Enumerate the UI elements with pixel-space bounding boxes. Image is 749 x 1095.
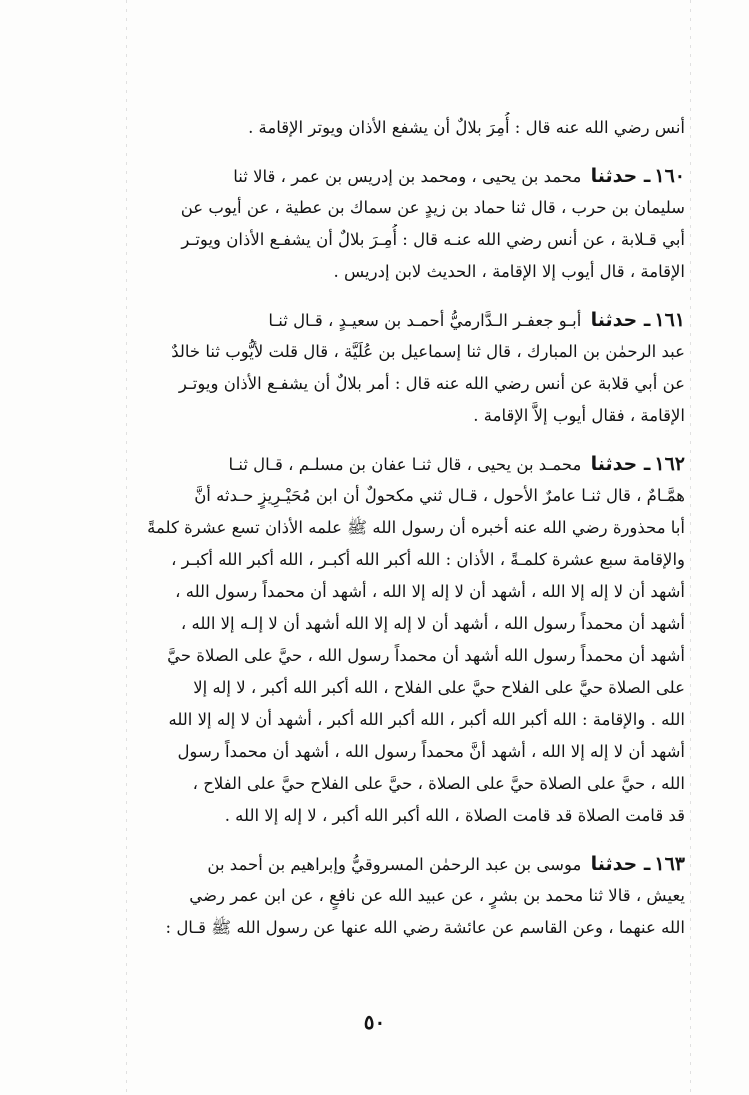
text-line: أشهد أن محمداً رسول الله أشهد أن محمداً رسول الله ، حيَّ على الصلاة حيَّ — [167, 646, 685, 665]
text-line: أبـو جعفـر الـدَّارميُّ أحمـد بن سعيـدٍ ، قـال ثنـا — [268, 311, 582, 330]
hadith-163 — [140, 848, 685, 944]
text-line: أبي قـلابة ، عن أنس رضي الله عنـه قال : أُمِـرَ بلالٌ أن يشفـع الأذان ويوتـر — [181, 230, 685, 249]
hadith-162 — [140, 448, 685, 832]
text-line: الله . والإقامة : الله أكبر الله أكبر ، الله أكبر الله أكبر ، أشهد أن لا إله إلا الله — [168, 710, 685, 729]
hadith-number: ١٦٣ — [654, 853, 685, 875]
text-line: أشهد أن لا إله إلا الله ، أشهد أنَّ محمداً رسول الله ، أشهد أن محمداً رسول — [177, 742, 685, 761]
text-line: على الصلاة حيَّ على الفلاح حيَّ على الفلاح ، الله أكبر الله أكبر ، لا إله إلا — [193, 678, 685, 697]
text-line: يعيش ، قالا ثنا محمد بن بشرٍ ، عن عبيد الله عن نافعٍ ، عن ابن عمر رضي — [189, 886, 685, 905]
hadith-first-line — [140, 448, 685, 480]
text-line: الله عنهما ، وعن القاسم عن عائشة رضي الله عنها عن رسول الله ﷺ قـال : — [165, 918, 685, 937]
text-line: همَّـامٌ ، قال ثنـا عامرٌ الأحول ، قـال ثني مكحولٌ أن ابن مُحَيْـرِيزٍ حـدثه أنَّ — [194, 486, 685, 505]
hadith-first-line — [140, 848, 685, 880]
scan-fold-line-right — [690, 0, 691, 1095]
haddathana-keyword: ـ حدثنا — [590, 165, 651, 187]
text-line: أشهد أن محمداً رسول الله ، أشهد أن لا إله إلا الله أشهد أن لا إلـه إلا الله ، — [180, 614, 685, 633]
hadith-161 — [140, 304, 685, 432]
haddathana-keyword: ـ حدثنا — [590, 309, 651, 331]
text-line: أنس رضي الله عنه قال : أُمِرَ بلالٌ أن يشفع الأذان ويوتر الإقامة . — [248, 118, 685, 137]
hadith-first-line — [140, 304, 685, 336]
intro-paragraph — [140, 112, 685, 144]
text-line: محمد بن يحيى ، ومحمد بن إدريس بن عمر ، قالا ثنا — [233, 167, 582, 186]
text-line: قد قامت الصلاة قد قامت الصلاة ، الله أكبر الله أكبر ، لا إله إلا الله . — [224, 806, 685, 825]
hadith-number: ١٦٠ — [654, 165, 685, 187]
text-line: سليمان بن حرب ، قال ثنا حماد بن زيدٍ عن سماك بن عطية ، عن أيوب عن — [180, 198, 685, 217]
text-line: أشهد أن لا إله إلا الله ، أشهد أن لا إله إلا الله ، أشهد أن محمداً رسول الله ، — [175, 582, 685, 601]
page-text — [140, 112, 685, 960]
hadith-number: ١٦١ — [654, 309, 685, 331]
hadith-number: ١٦٢ — [654, 453, 685, 475]
page-number: ٥٠ — [363, 1010, 386, 1034]
text-line: موسى بن عبد الرحمٰن المسروقيُّ وإبراهيم بن أحمد بن — [207, 855, 582, 874]
haddathana-keyword: ـ حدثنا — [590, 853, 651, 875]
hadith-first-line — [140, 160, 685, 192]
haddathana-keyword: ـ حدثنا — [590, 453, 651, 475]
text-line: الله ، حيَّ على الصلاة حيَّ على الصلاة ، حيَّ على الفلاح حيَّ على الفلاح ، — [192, 774, 685, 793]
text-line: محمـد بن يحيى ، قال ثنـا عفان بن مسلـم ، قـال ثنـا — [228, 455, 582, 474]
text-line: عبد الرحمٰن بن المبارك ، قال ثنا إسماعيل بن عُلَيَّة ، قال قلت لأيُّوب ثنا خالدٌ — [171, 342, 685, 361]
text-line: عن أبي قلابة عن أنس رضي الله عنه قال : أمر بلالٌ أن يشفـع الأذان ويوتـر — [178, 374, 685, 393]
scan-fold-line-left — [126, 0, 127, 1095]
text-line: الإقامة ، قال أيوب إلا الإقامة ، الحديث لابن إدريس . — [333, 262, 685, 281]
text-line: والإقامة سبع عشرة كلمـةً ، الأذان : الله أكبر الله أكبـر ، الله أكبر الله أكبـر ، — [171, 550, 685, 569]
text-line: الإقامة ، فقال أيوب إلاَّ الإقامة . — [473, 406, 685, 425]
hadith-160 — [140, 160, 685, 288]
text-line: أبا محذورة رضي الله عنه أخبره أن رسول الله ﷺ علمه الأذان تسع عشرة كلمةً — [147, 518, 685, 537]
